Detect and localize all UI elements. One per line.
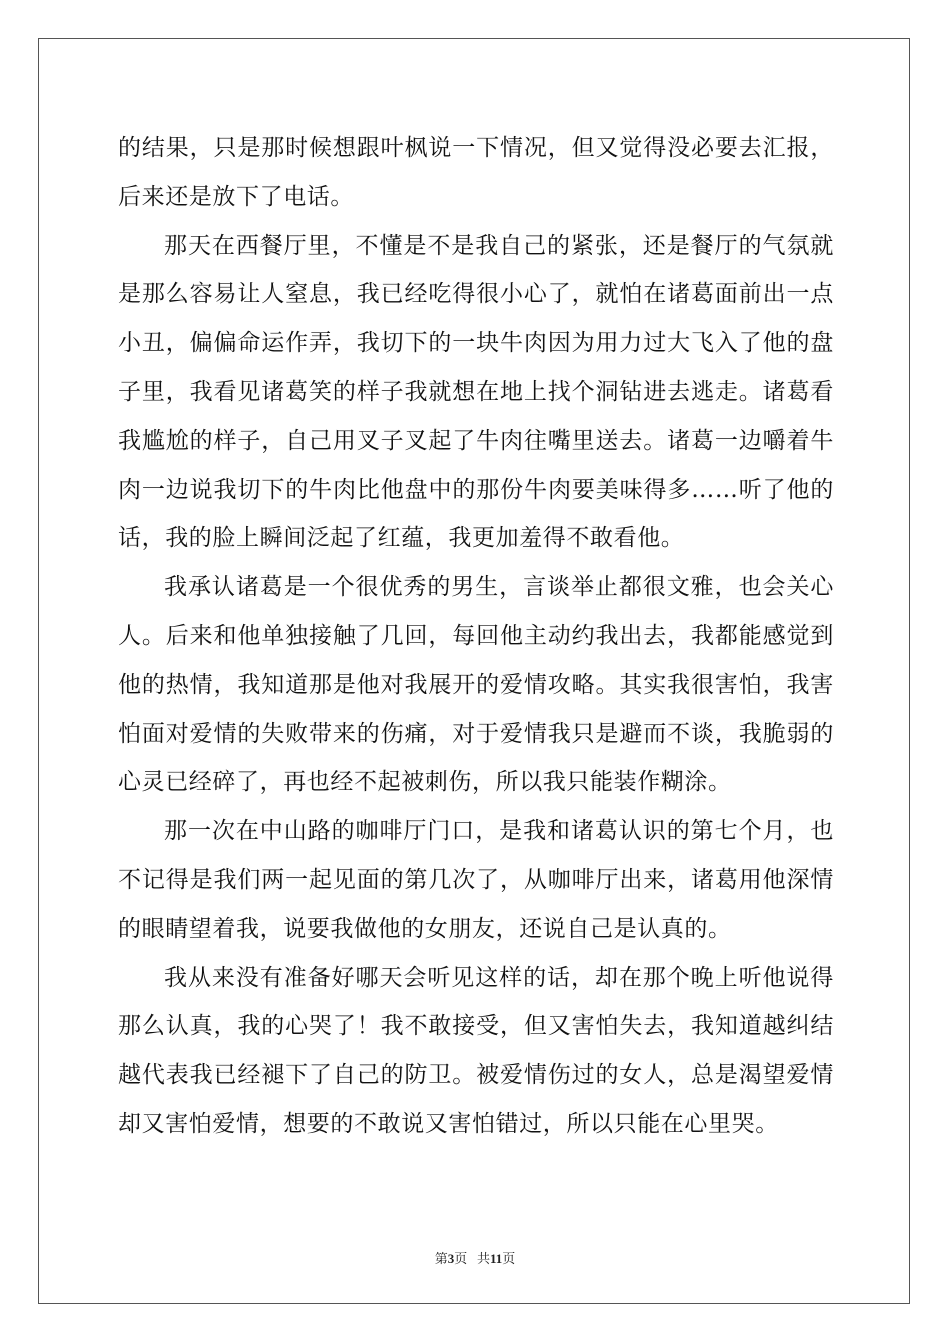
page-suffix: 页 [454,1251,468,1266]
total-suffix: 页 [502,1251,516,1266]
paragraph-3: 我承认诸葛是一个很优秀的男生，言谈举止都很文雅，也会关心人。后来和他单独接触了几回，每回他主动约我出去，我都能感觉到他的热情，我知道那是他对我展开的爱情攻略。其实我很害怕，我害怕面对爱情的失败带来的伤痛，对于爱情我只是避而不谈，我脆弱的心灵已经碎了，再也经不起被刺伤，所以我只能装作糊涂。 [118,574,834,796]
page-footer [0,1248,950,1267]
paragraph-5: 我从来没有准备好哪天会听见这样的话，却在那个晚上听他说得那么认真，我的心哭了！我不敢接受，但又害怕失去，我知道越纠结越代表我已经褪下了自己的防卫。被爱情伤过的女人，总是渴望爱情却又害怕爱情，想要的不敢说又害怕错过，所以只能在心里哭。 [118,964,834,1137]
paragraph-4: 那一次在中山路的咖啡厅门口，是我和诸葛认识的第七个月，也不记得是我们两一起见面的第几次了，从咖啡厅出来，诸葛用他深情的眼睛望着我，说要我做他的女朋友，还说自己是认真的。 [118,818,834,942]
document-body [118,124,834,1149]
paragraph-2: 那天在西餐厅里，不懂是不是我自己的紧张，还是餐厅的气氛就是那么容易让人窒息，我已经吃得很小心了，就怕在诸葛面前出一点小丑，偏偏命运作弄，我切下的一块牛肉因为用力过大飞入了他的盘子里，我看见诸葛笑的样子我就想在地上找个洞钻进去逃走。诸葛看我尴尬的样子，自己用叉子叉起了牛肉往嘴里送去。诸葛一边嚼着牛肉一边说我切下的牛肉比他盘中的那份牛肉要美味得多……听了他的话，我的脸上瞬间泛起了红蕴，我更加羞得不敢看他。 [118,232,834,552]
current-page-number: 3 [447,1251,455,1266]
page-prefix: 第 [434,1251,448,1266]
total-pages-number: 11 [489,1251,503,1266]
paragraph-1: 的结果，只是那时候想跟叶枫说一下情况，但又觉得没必要去汇报，后来还是放下了电话。 [118,135,834,210]
total-prefix: 共 [476,1251,490,1266]
